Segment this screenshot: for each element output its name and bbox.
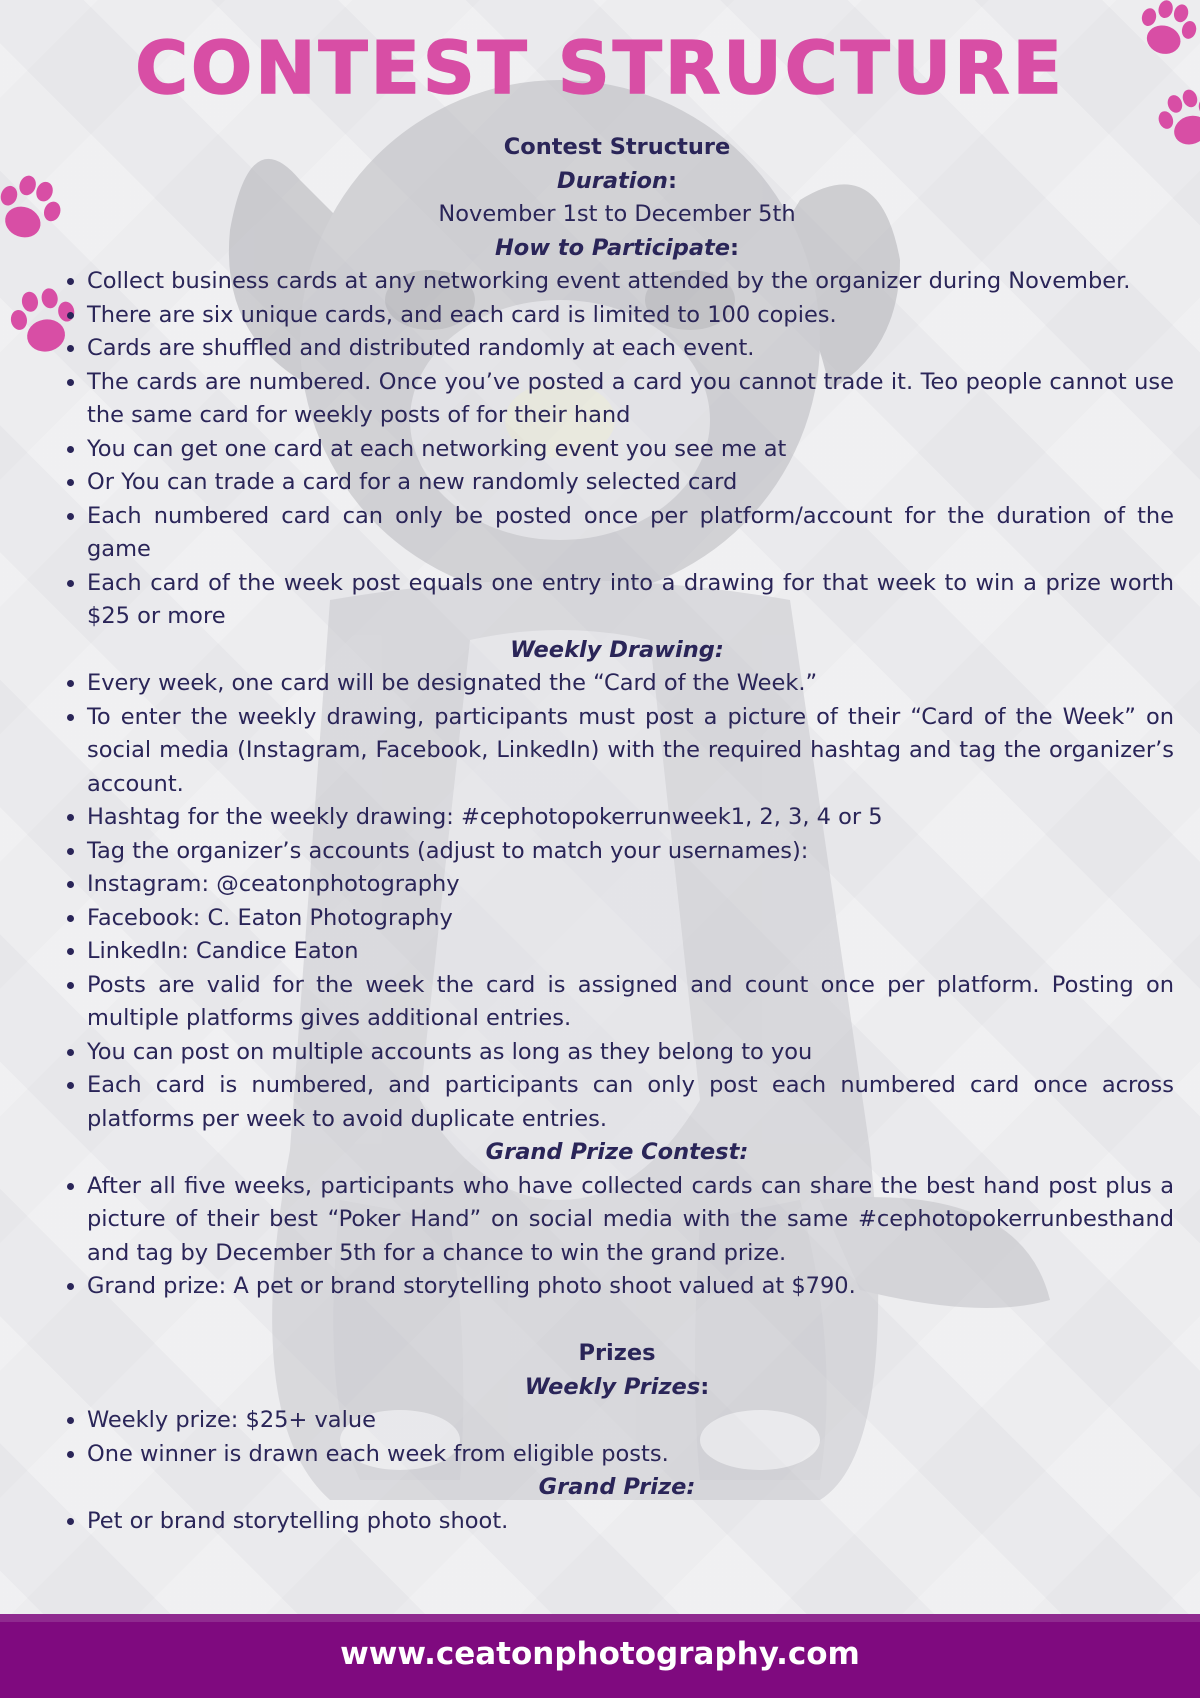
list-item: • Each card is numbered, and participants can only post each numbered card once across platforms per week to avoid duplicate entries.	[87, 1069, 1174, 1136]
list-item: • Each card of the week post equals one entry into a drawing for that week to win a prize worth $25 or more	[87, 567, 1174, 634]
duration-heading: Duration:	[557, 167, 677, 194]
prizes-heading: Prizes	[578, 1340, 656, 1366]
list-item: • Weekly prize: $25+ value	[87, 1404, 1174, 1438]
paw-print-icon	[0, 172, 64, 256]
list-item: • Collect business cards at any networking event attended by the organizer during November.	[87, 265, 1174, 299]
section-heading: Contest Structure	[503, 134, 731, 160]
weekly-prizes-list	[60, 1404, 1174, 1471]
contest-content	[60, 131, 1174, 1538]
grand-prize-contest-list	[60, 1170, 1174, 1304]
spacer	[60, 1304, 1174, 1338]
participate-list	[60, 265, 1174, 634]
list-item: • You can get one card at each networking event you see me at	[87, 433, 1174, 467]
grand-prize-heading: Grand Prize:	[538, 1474, 696, 1500]
list-item: • Posts are valid for the week the card is assigned and count once per platform. Posting on multiple platforms gives additional entries.	[87, 969, 1174, 1036]
list-item: • There are six unique cards, and each card is limited to 100 copies.	[87, 299, 1174, 333]
list-item: • Facebook: C. Eaton Photography	[87, 902, 1174, 936]
duration-value: November 1st to December 5th	[438, 201, 796, 227]
list-item: • You can post on multiple accounts as long as they belong to you	[87, 1036, 1174, 1070]
list-item: • To enter the weekly drawing, participants must post a picture of their “Card of the Week” on social media (Instagram, Facebook, LinkedIn) with the required hashtag and tag the organizer’s account.	[87, 701, 1174, 802]
list-item: • Or You can trade a card for a new randomly selected card	[87, 466, 1174, 500]
footer-bar	[0, 1614, 1200, 1698]
weekly-prizes-heading: Weekly Prizes:	[524, 1373, 710, 1400]
list-item: • Grand prize: A pet or brand storytelling photo shoot valued at $790.	[87, 1270, 1174, 1304]
grand-prize-list	[60, 1505, 1174, 1539]
list-item: • Pet or brand storytelling photo shoot.	[87, 1505, 1174, 1539]
list-item: • LinkedIn: Candice Eaton	[87, 935, 1174, 969]
page-title: CONTEST STRUCTURE	[135, 26, 1065, 110]
weekly-drawing-heading: Weekly Drawing:	[510, 636, 724, 663]
list-item: • Cards are shuffled and distributed randomly at each event.	[87, 332, 1174, 366]
list-item: • Instagram: @ceatonphotography	[87, 868, 1174, 902]
list-item: • Hashtag for the weekly drawing: #cephotopokerrunweek1, 2, 3, 4 or 5	[87, 801, 1174, 835]
list-item: • After all five weeks, participants who have collected cards can share the best hand post plus a picture of their best “Poker Hand” on social media with the same #cephotopokerrunbesthand and tag by December 5th for a chance to win the grand prize.	[87, 1170, 1174, 1271]
list-item: • Every week, one card will be designated the “Card of the Week.”	[87, 667, 1174, 701]
list-item: • One winner is drawn each week from eligible posts.	[87, 1438, 1174, 1472]
website-link[interactable]: www.ceatonphotography.com	[340, 1636, 860, 1672]
list-item: • The cards are numbered. Once you’ve posted a card you cannot trade it. Teo people cannot use the same card for weekly posts of for their hand	[87, 366, 1174, 433]
list-item: • Tag the organizer’s accounts (adjust to match your usernames):	[87, 835, 1174, 869]
weekly-drawing-list	[60, 667, 1174, 1136]
list-item: • Each numbered card can only be posted once per platform/account for the duration of the game	[87, 500, 1174, 567]
grand-prize-contest-heading: Grand Prize Contest:	[485, 1139, 749, 1165]
participate-heading: How to Participate:	[494, 234, 740, 261]
